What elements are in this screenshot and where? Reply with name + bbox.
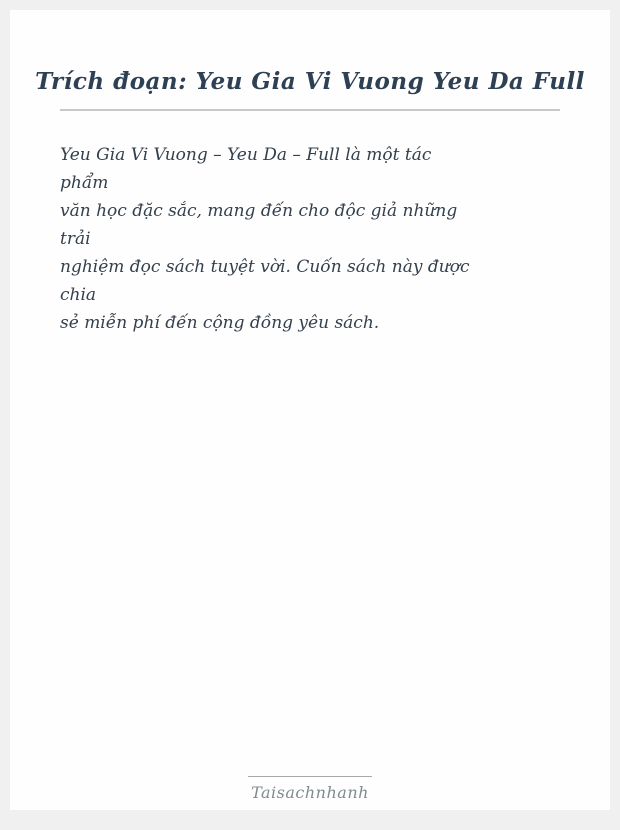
site-name: Taisachnhanh [251,783,369,802]
body-line: Yeu Gia Vi Vuong – Yeu Da – Full là một tác [60,145,432,165]
body-line: nghiệm đọc sách tuyệt vời. Cuốn sách này được [60,257,470,277]
page-footer [10,776,610,802]
title-divider [60,109,560,111]
body-line: trải [60,229,91,249]
footer-divider [248,776,372,777]
document-page [10,10,610,810]
body-line: văn học đặc sắc, mang đến cho độc giả những [60,201,458,221]
body-line: sẻ miễn phí đến cộng đồng yêu sách. [60,313,380,333]
body-line: chia [60,285,97,305]
page-title: Trích đoạn: Yeu Gia Vi Vuong Yeu Da Full [35,68,585,95]
excerpt-body [60,141,560,337]
body-line: phẩm [60,173,109,193]
